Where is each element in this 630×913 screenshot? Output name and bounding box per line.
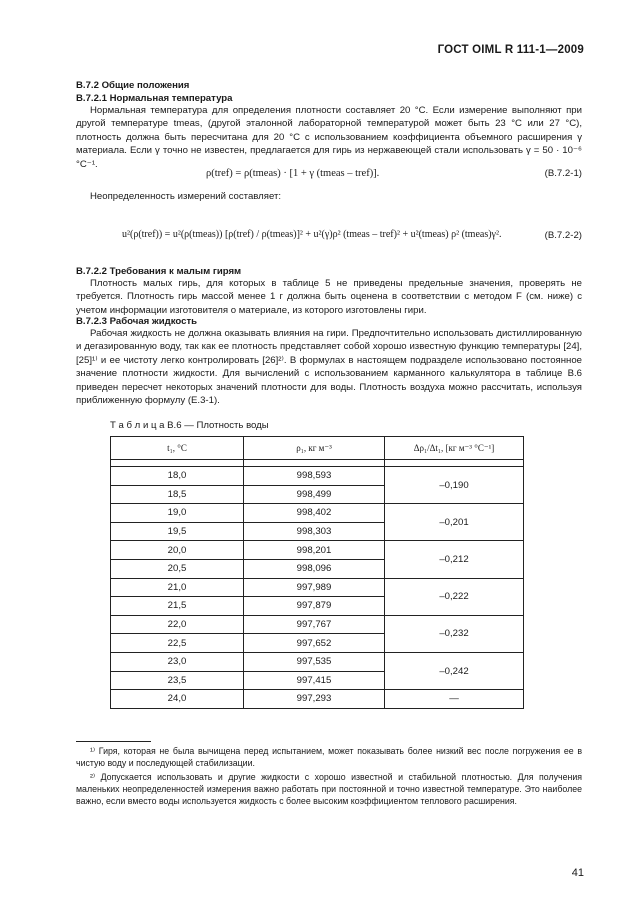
table-row xyxy=(111,467,524,486)
temperature-cell: 24,0 xyxy=(111,690,244,709)
paragraph-normal-temperature: Нормальная температура для определения плотности составляет 20 °С. Если измерение выполняют при другой температуре tmeas, (другой эталонной лабораторной температурой может быть 23 °С или 27 °С), плотность должна быть пересчитана для 20 °С с использованием коэффициента объемного расширения γ материала. Если γ точно не известен, предлагается для гирь из нержавеющей стали использовать γ = 50 · 10⁻⁶ °С⁻¹. xyxy=(76,105,582,170)
temperature-cell: 20,0 xyxy=(111,541,244,560)
section-heading-b723: B.7.2.3 Рабочая жидкость xyxy=(76,316,198,327)
density-cell: 997,879 xyxy=(244,597,385,616)
temperature-cell: 21,5 xyxy=(111,597,244,616)
section-heading-b72: B.7.2 Общие положения xyxy=(76,80,190,91)
formula-b7-2-2: u²(ρ(tref)) = u²(ρ(tmeas)) [ρ(tref) / ρ(tmeas)]² + u²(γ)ρ² (tmeas – tref)² + u²(tmeas) ρ² (tmeas)γ². xyxy=(122,229,502,240)
density-cell: 997,989 xyxy=(244,578,385,597)
formula-b7-2-1: ρ(tref) = ρ(tmeas) · [1 + γ (tmeas – tref)]. xyxy=(206,168,380,179)
paragraph-working-liquid: Рабочая жидкость не должна оказывать влияния на гири. Предпочтительно использовать дистиллированную и дегазированную воду, так как ее плотность представляет собой хорошо известную функцию температуры [24], [25]¹⁾ и ее чистоту легко контролировать [26]²⁾. В формулах в настоящем подразделе использовано постоянное значение плотности жидкости. Для вычислений с использованием карманного калькулятора в таблице B.6 приведен пересчет некоторых значений плотности для воды. Плотность воздуха можно рассчитать, используя приближенную формулу (E.3-1). xyxy=(76,328,582,407)
gradient-cell: — xyxy=(385,690,524,709)
gradient-cell: –0,212 xyxy=(385,541,524,578)
temperature-cell: 18,0 xyxy=(111,467,244,486)
table-row xyxy=(111,652,524,671)
density-cell: 998,096 xyxy=(244,559,385,578)
temperature-cell: 23,0 xyxy=(111,652,244,671)
gradient-cell: –0,201 xyxy=(385,504,524,541)
table-header-row xyxy=(111,437,524,460)
water-density-table xyxy=(110,436,524,709)
table-caption: Т а б л и ц а B.6 — Плотность воды xyxy=(110,420,269,431)
temperature-cell: 21,0 xyxy=(111,578,244,597)
density-cell: 997,652 xyxy=(244,634,385,653)
temperature-cell: 19,5 xyxy=(111,522,244,541)
temperature-cell: 23,5 xyxy=(111,671,244,690)
table-row xyxy=(111,690,524,709)
density-cell: 997,293 xyxy=(244,690,385,709)
footnote-2: ²⁾ Допускается использовать и другие жидкости с хорошо известной и стабильной плотностью. Для получения маленьких неопределенностей измерения важно работать при постоянной и точно известной температуре. Это наиболее важно, если вместо воды используется жидкость с более высоким коэффициентом теплового расширения. xyxy=(76,772,582,806)
page-number: 41 xyxy=(571,867,584,879)
density-cell: 997,767 xyxy=(244,615,385,634)
formula-number-2: (B.7.2-2) xyxy=(544,230,582,241)
density-cell: 998,499 xyxy=(244,485,385,504)
density-cell: 998,402 xyxy=(244,504,385,523)
section-heading-b722: B.7.2.2 Требования к малым гирям xyxy=(76,266,242,277)
paragraph-uncertainty: Неопределенность измерений составляет: xyxy=(90,191,282,202)
gradient-cell: –0,242 xyxy=(385,652,524,689)
column-header-temperature: t₁, °С xyxy=(111,437,244,460)
footnote-divider xyxy=(76,741,151,742)
table-row xyxy=(111,541,524,560)
density-cell: 997,415 xyxy=(244,671,385,690)
table-row xyxy=(111,504,524,523)
table-row xyxy=(111,578,524,597)
column-header-density: ρ₁, кг м⁻³ xyxy=(244,437,385,460)
table-separator xyxy=(111,460,524,467)
column-header-gradient: Δρ₁/Δt₁, [кг м⁻³ °С⁻¹] xyxy=(385,437,524,460)
density-cell: 998,593 xyxy=(244,467,385,486)
footnote-1: ¹⁾ Гиря, которая не была вычищена перед испытанием, может показывать более низкий вес после погружения ее в чистую воду и последующей стабилизации. xyxy=(76,746,582,768)
temperature-cell: 18,5 xyxy=(111,485,244,504)
gradient-cell: –0,190 xyxy=(385,467,524,504)
paragraph-small-weights: Плотность малых гирь, для которых в таблице 5 не приведены предельные значения, проверять не требуется. Плотность гирь массой менее 1 г должна быть оценена в соответствии с методом F (см. ниже) с учетом информации изготовителя о материале, из которого изготовлены гири. xyxy=(76,278,582,316)
gradient-cell: –0,222 xyxy=(385,578,524,615)
document-header: ГОСТ OIML R 111-1—2009 xyxy=(437,44,584,56)
density-cell: 998,201 xyxy=(244,541,385,560)
table-row xyxy=(111,615,524,634)
temperature-cell: 20,5 xyxy=(111,559,244,578)
temperature-cell: 22,0 xyxy=(111,615,244,634)
temperature-cell: 19,0 xyxy=(111,504,244,523)
formula-number-1: (B.7.2-1) xyxy=(544,168,582,179)
density-cell: 997,535 xyxy=(244,652,385,671)
section-heading-b721: B.7.2.1 Нормальная температура xyxy=(76,93,233,104)
gradient-cell: –0,232 xyxy=(385,615,524,652)
temperature-cell: 22,5 xyxy=(111,634,244,653)
density-cell: 998,303 xyxy=(244,522,385,541)
